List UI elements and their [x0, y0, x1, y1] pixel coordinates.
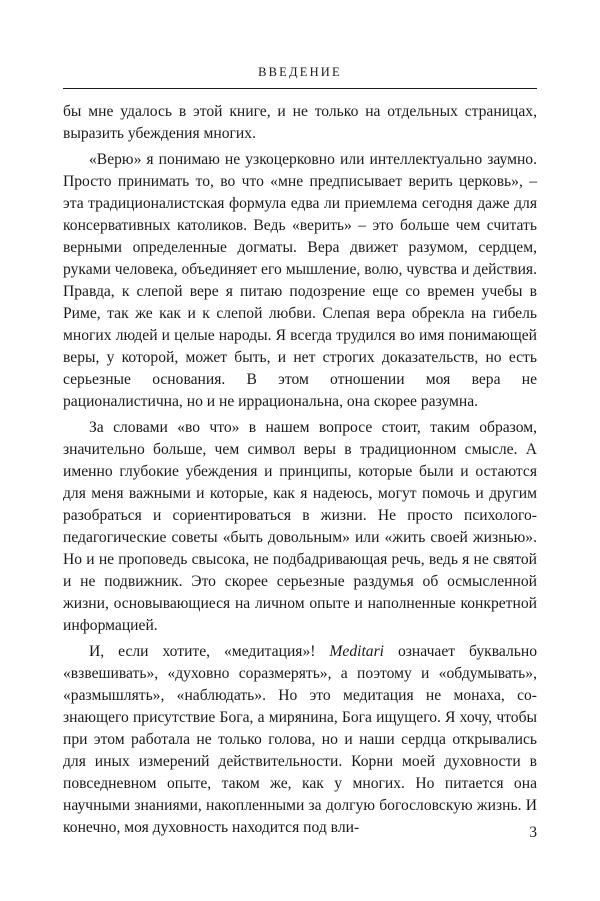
- header-rule: [63, 88, 537, 89]
- page-number: 3: [529, 824, 537, 841]
- paragraph-2: «Верю» я понимаю не узкоцерковно или интеллектуально заумно. Просто принимать то, во что «мне предписывает верить церковь», – эта традиционалистская формула едва ли приемлема сегодня даже для консервативных католиков. Ведь «верить» – это больше чем считать верными определенные догматы. Вера движет разумом, сердцем, руками человека, объединяет его мышление, волю, чувства и действия. Правда, к слепой вере я питаю подозрение еще со времен учебы в Риме, так же как и к слепой любви. Слепая вера обрекла на гибель многих людей и целые народы. Я всегда трудился во имя понимающей веры, у которой, может быть, и нет строгих доказательств, но есть серьезные основания. В этом отношении моя вера не рационалистична, но и не иррациональна, она скорее разумна.: [63, 151, 537, 410]
- paragraph-4: [63, 641, 537, 839]
- paragraph-4-lead: И, если хотите, «медитация»!: [89, 643, 330, 660]
- paragraph-1: бы мне удалось в этой книге, и не только на отдельных страницах, выразить убеждения многих.: [63, 103, 537, 142]
- latin-term: Meditari: [329, 643, 384, 660]
- paragraph-3: За словами «во что» в нашем вопросе стоит, таким образом, значительно больше, чем символ веры в традиционном смысле. А именно глубокие убеждения и принципы, которые были и остаются для меня важными и которые, как я надеюсь, могут помочь и другим разобраться и сориентироваться в жизни. Не просто психолого-педагогические советы «быть довольным» или «жить своей жизнью». Но и не проповедь свысока, не подбадривающая речь, ведь я не святой и не подвижник. Это скорее серьезные раздумья об осмысленной жизни, основывающиеся на личном опыте и наполненные конкретной информацией.: [63, 419, 537, 634]
- running-head: ВВЕДЕНИЕ: [258, 65, 342, 79]
- paragraph-4-rest: означает буквально «взвешивать», «духовно соразмерять», а поэтому и «обдумывать», «размышлять», «наблюдать». Но это медитация не монаха, сознающего присутствие Бога, а мирянина, Бога ищущего. Я хочу, чтобы при этом работала не только голова, но и наши сердца открывались для иных измерений действительности. Корни моей духовности в повседневном опыте, таком же, как у многих. Но питается она научными знаниями, накопленными за долгую богословскую жизнь. И конечно, моя духовность находится под вли-: [63, 643, 537, 836]
- body-text: [63, 101, 537, 839]
